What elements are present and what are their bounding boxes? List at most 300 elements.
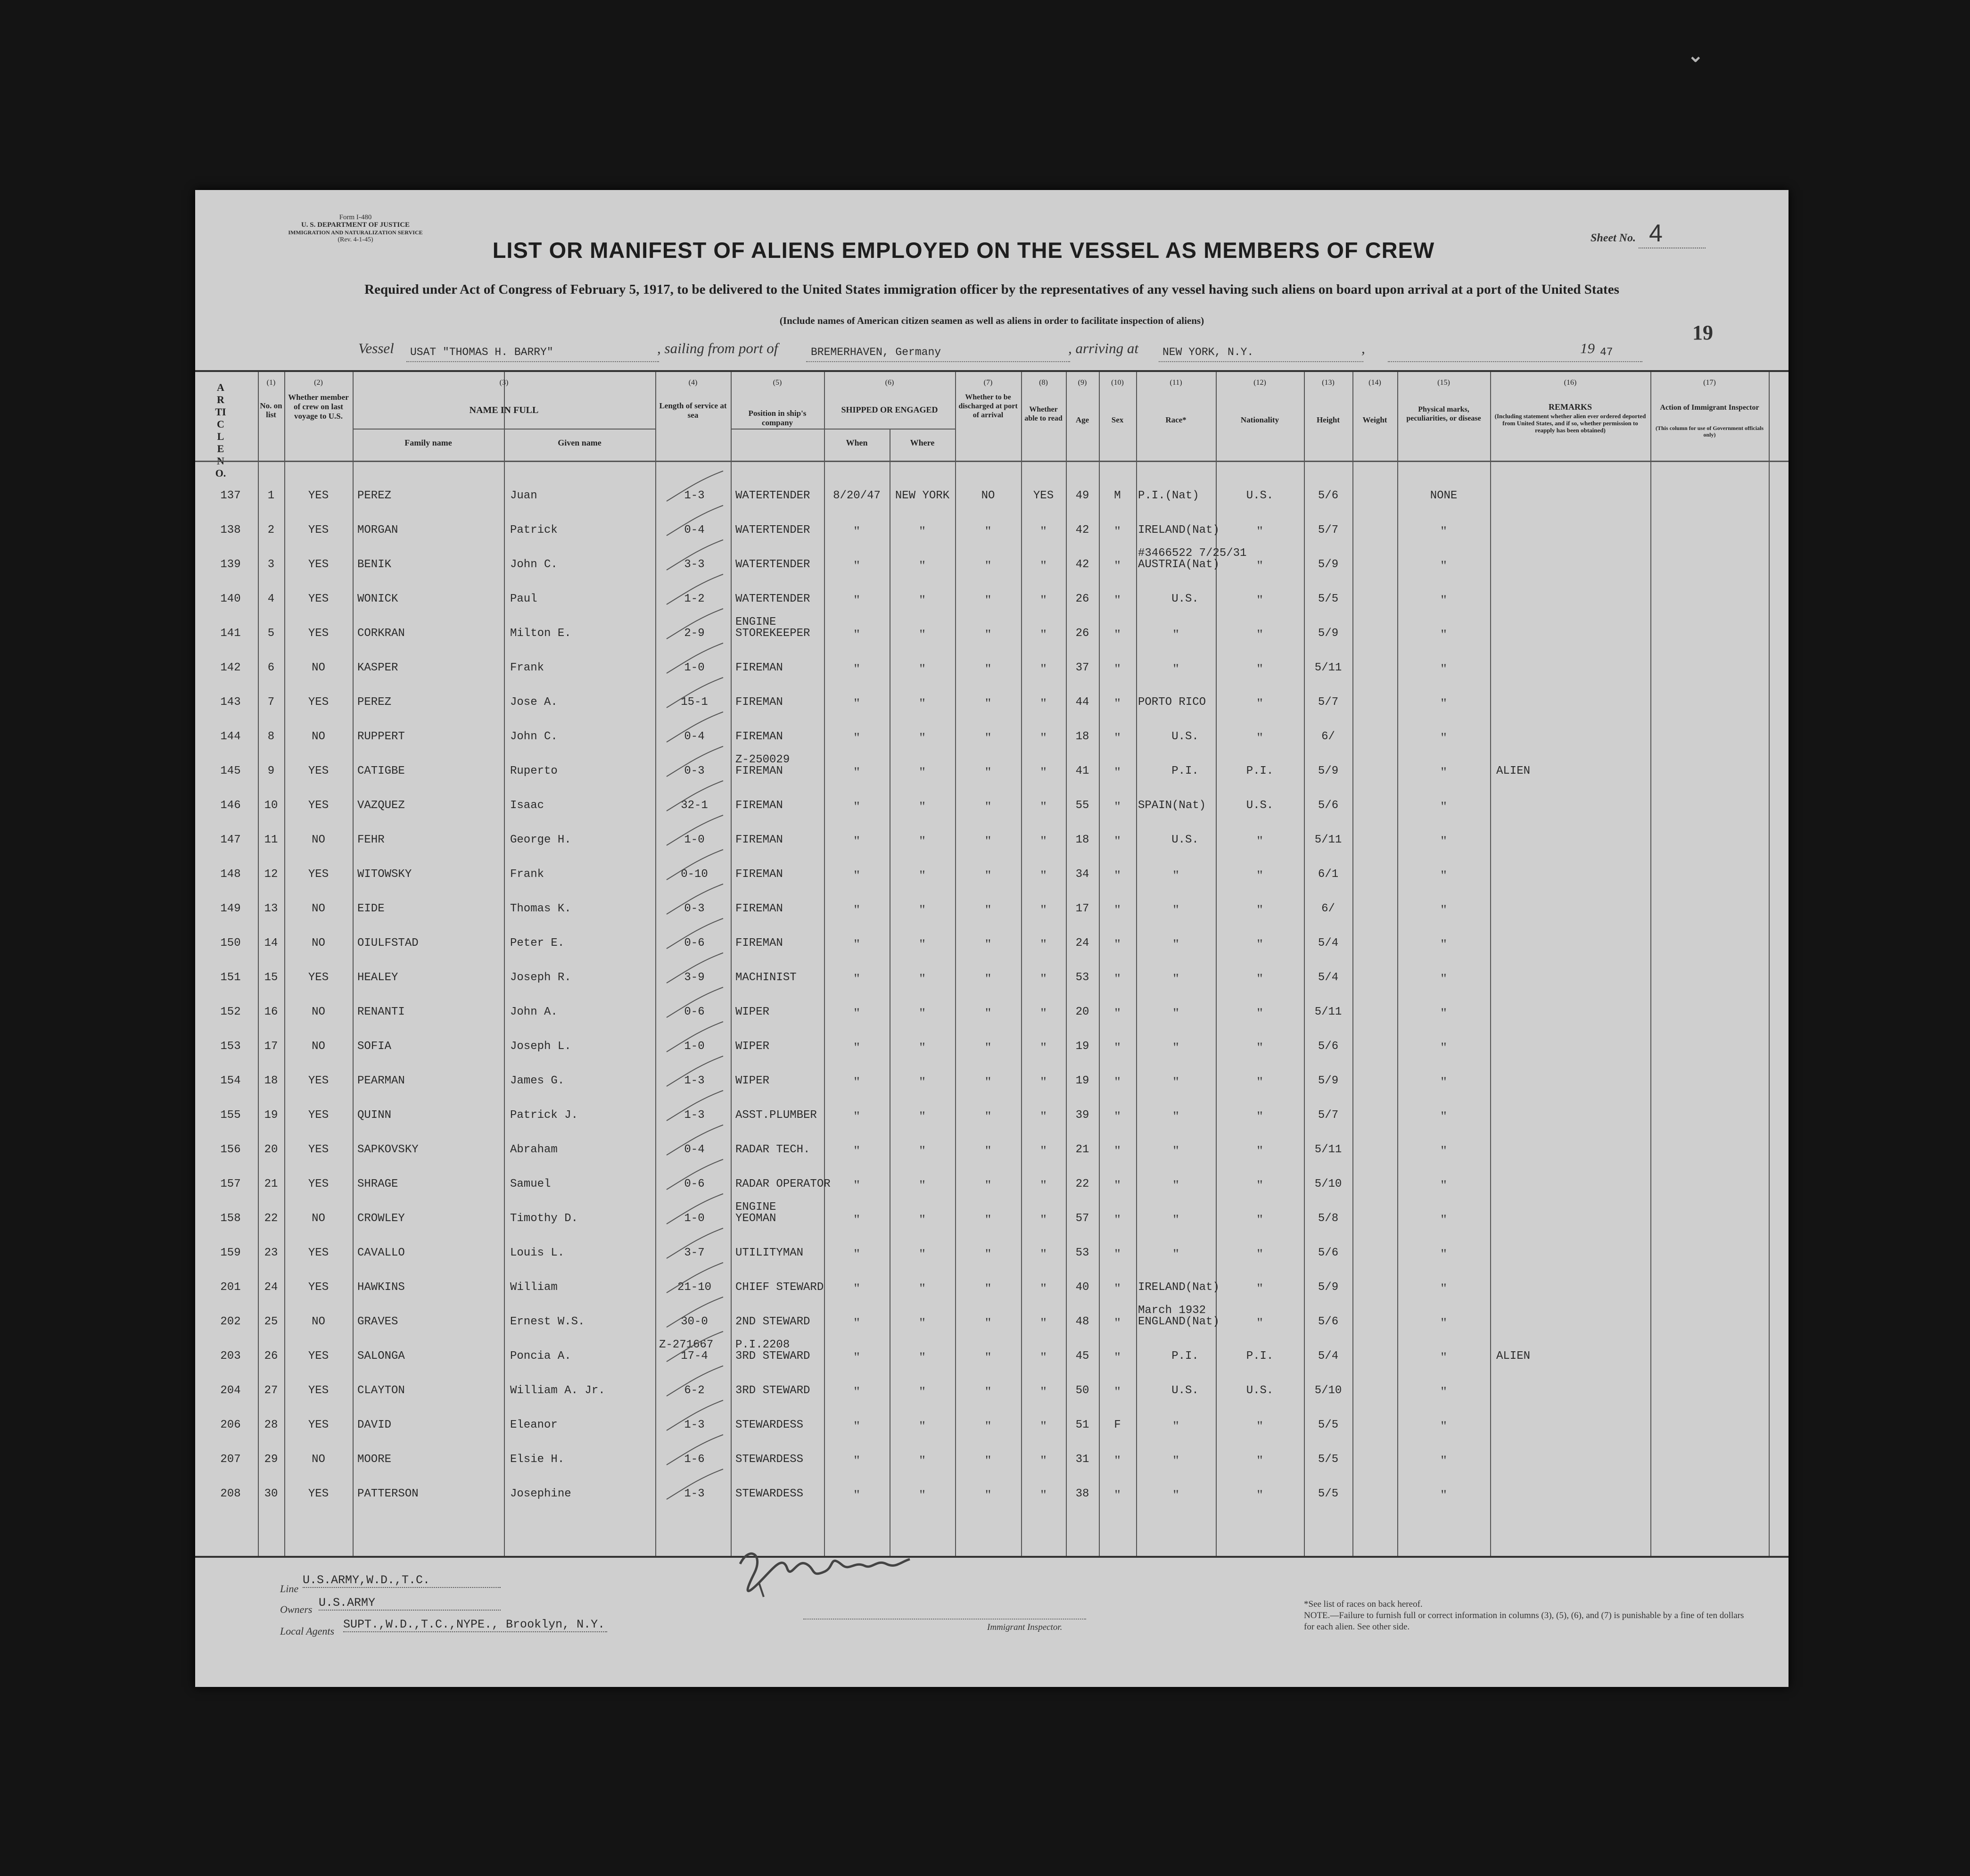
column-header-c16-sub: (Including statement whether alien ever ordered deported from United States, and if so, whether permission to reapply has been obtained) bbox=[1494, 413, 1646, 434]
owners-label: Owners bbox=[280, 1603, 313, 1615]
ditto-mark: " bbox=[919, 661, 925, 677]
ditto-mark: " bbox=[1257, 1177, 1263, 1193]
race: U.S. bbox=[1171, 730, 1199, 743]
age: 26 bbox=[1075, 627, 1089, 640]
ditto-mark: " bbox=[1040, 695, 1047, 711]
position: STEWARDESS bbox=[735, 1419, 804, 1431]
column-number: (11) bbox=[1170, 379, 1182, 387]
ditto-mark: " bbox=[1114, 627, 1121, 642]
ditto-mark: " bbox=[919, 1418, 925, 1434]
ditto-mark: " bbox=[985, 558, 991, 573]
position: STEWARDESS bbox=[735, 1488, 804, 1500]
crew-last-voyage: YES bbox=[308, 489, 329, 502]
column-header-c1: No. on list bbox=[260, 401, 282, 419]
ditto-mark: " bbox=[1441, 833, 1447, 849]
article-number: 145 bbox=[220, 765, 241, 777]
article-number: 157 bbox=[220, 1178, 241, 1190]
position: WIPER bbox=[735, 1006, 770, 1018]
family-name: RENANTI bbox=[357, 1006, 405, 1018]
given-name: Josephine bbox=[510, 1488, 571, 1500]
length-of-service: 0-4 bbox=[684, 730, 705, 743]
ditto-mark: " bbox=[1040, 971, 1047, 986]
article-number: 201 bbox=[220, 1281, 241, 1294]
ditto-mark: " bbox=[919, 1246, 925, 1262]
ditto-mark: " bbox=[1173, 1487, 1179, 1503]
column-rule bbox=[353, 372, 354, 1556]
column-rule bbox=[284, 372, 285, 1556]
list-number: 14 bbox=[264, 937, 278, 950]
year-suffix: 47 bbox=[1600, 346, 1613, 358]
crew-last-voyage: YES bbox=[308, 558, 329, 571]
given-name: Frank bbox=[510, 868, 544, 881]
ditto-mark: " bbox=[1257, 1418, 1263, 1434]
family-name: BENIK bbox=[357, 558, 392, 571]
height: 5/5 bbox=[1318, 593, 1339, 605]
ditto-mark: " bbox=[1441, 1315, 1447, 1331]
ditto-mark: " bbox=[1257, 730, 1263, 745]
crew-last-voyage: YES bbox=[308, 593, 329, 605]
list-number: 23 bbox=[264, 1247, 278, 1259]
discharged: NO bbox=[981, 489, 995, 502]
family-name: PEREZ bbox=[357, 696, 392, 709]
article-number: 206 bbox=[220, 1419, 241, 1431]
list-number: 13 bbox=[264, 902, 278, 915]
ditto-mark: " bbox=[1441, 764, 1447, 780]
ditto-mark: " bbox=[919, 1005, 925, 1021]
column-rule bbox=[1490, 372, 1491, 1556]
given-name: Jose A. bbox=[510, 696, 558, 709]
given-name: William A. Jr. bbox=[510, 1384, 605, 1397]
crew-last-voyage: NO bbox=[312, 1006, 325, 1018]
ditto-mark: " bbox=[1441, 902, 1447, 917]
ditto-mark: " bbox=[985, 1040, 991, 1055]
length-of-service: 0-3 bbox=[684, 902, 705, 915]
crew-last-voyage: NO bbox=[312, 937, 325, 950]
ditto-mark: " bbox=[854, 1418, 860, 1434]
ditto-mark: " bbox=[919, 730, 925, 745]
ditto-mark: " bbox=[1114, 1143, 1121, 1158]
height: 5/4 bbox=[1318, 937, 1339, 950]
height: 5/5 bbox=[1318, 1453, 1339, 1466]
ditto-mark: " bbox=[1114, 799, 1121, 814]
service-note: Z-271667 bbox=[659, 1339, 714, 1351]
position: RADAR OPERATOR bbox=[735, 1178, 831, 1190]
ditto-mark: " bbox=[854, 523, 860, 539]
race-note: March 1932 bbox=[1138, 1304, 1206, 1317]
ditto-mark: " bbox=[1114, 1487, 1121, 1503]
length-of-service: 21-10 bbox=[677, 1281, 711, 1294]
ditto-mark: " bbox=[1114, 1453, 1121, 1468]
article-number: 138 bbox=[220, 524, 241, 537]
inspector-label: Immigrant Inspector. bbox=[987, 1622, 1063, 1632]
ditto-mark: " bbox=[1114, 1005, 1121, 1021]
ditto-mark: " bbox=[1040, 1108, 1047, 1124]
ditto-mark: " bbox=[985, 902, 991, 917]
column-header-c3-family: Family name bbox=[404, 438, 452, 447]
ditto-mark: " bbox=[919, 799, 925, 814]
crew-last-voyage: YES bbox=[308, 1419, 329, 1431]
column-rule bbox=[1099, 372, 1100, 1556]
ditto-mark: " bbox=[854, 1143, 860, 1158]
service-tally-marks bbox=[648, 372, 742, 1504]
subheader-rule bbox=[731, 429, 955, 430]
position: FIREMAN bbox=[735, 937, 783, 950]
list-number: 25 bbox=[264, 1315, 278, 1328]
crew-last-voyage: YES bbox=[308, 765, 329, 777]
given-name: Milton E. bbox=[510, 627, 571, 640]
age: 17 bbox=[1075, 902, 1089, 915]
ditto-mark: " bbox=[1257, 627, 1263, 642]
column-number: (13) bbox=[1322, 379, 1335, 387]
age: 24 bbox=[1075, 937, 1089, 950]
ditto-mark: " bbox=[919, 833, 925, 849]
family-name: SAPKOVSKY bbox=[357, 1143, 419, 1156]
given-name: William bbox=[510, 1281, 558, 1294]
ditto-mark: " bbox=[854, 1005, 860, 1021]
ditto-mark: " bbox=[1040, 764, 1047, 780]
list-number: 17 bbox=[264, 1040, 278, 1053]
list-number: 16 bbox=[264, 1006, 278, 1018]
column-header-c6-where: Where bbox=[910, 438, 935, 447]
list-number: 24 bbox=[264, 1281, 278, 1294]
ditto-mark: " bbox=[854, 1453, 860, 1468]
column-header-c10: Sex bbox=[1111, 415, 1124, 424]
ditto-mark: " bbox=[1257, 1315, 1263, 1331]
ditto-mark: " bbox=[854, 1246, 860, 1262]
ditto-mark: " bbox=[985, 868, 991, 883]
column-rule bbox=[1066, 372, 1067, 1556]
list-number: 15 bbox=[264, 971, 278, 984]
age: 53 bbox=[1075, 1247, 1089, 1259]
ditto-mark: " bbox=[1257, 1143, 1263, 1158]
crew-last-voyage: YES bbox=[308, 868, 329, 881]
given-name: Thomas K. bbox=[510, 902, 571, 915]
ditto-mark: " bbox=[1173, 936, 1179, 952]
family-name: CROWLEY bbox=[357, 1212, 405, 1225]
ditto-mark: " bbox=[1040, 1487, 1047, 1503]
family-name: MORGAN bbox=[357, 524, 398, 537]
port-to: NEW YORK, N.Y. bbox=[1162, 346, 1254, 358]
position: WIPER bbox=[735, 1074, 770, 1087]
sex: M bbox=[1114, 489, 1121, 502]
list-number: 21 bbox=[264, 1178, 278, 1190]
column-rule bbox=[955, 372, 956, 1556]
age: 40 bbox=[1075, 1281, 1089, 1294]
ditto-mark: " bbox=[854, 661, 860, 677]
article-number: 207 bbox=[220, 1453, 241, 1466]
given-name: Ernest W.S. bbox=[510, 1315, 585, 1328]
column-number: (4) bbox=[688, 379, 698, 387]
ditto-mark: " bbox=[1114, 971, 1121, 986]
age: 50 bbox=[1075, 1384, 1089, 1397]
ditto-mark: " bbox=[985, 1074, 991, 1090]
ditto-mark: " bbox=[919, 1108, 925, 1124]
ditto-mark: " bbox=[1441, 1281, 1447, 1296]
ditto-mark: " bbox=[1114, 1384, 1121, 1399]
ditto-mark: " bbox=[1441, 799, 1447, 814]
family-name: SHRAGE bbox=[357, 1178, 398, 1190]
corner-mark: ⌄ bbox=[1688, 45, 1704, 66]
height: 5/9 bbox=[1318, 558, 1339, 571]
height: 5/6 bbox=[1318, 1247, 1339, 1259]
ditto-mark: " bbox=[1257, 1108, 1263, 1124]
list-number: 3 bbox=[267, 558, 275, 571]
ditto-mark: " bbox=[985, 764, 991, 780]
family-name: WITOWSKY bbox=[357, 868, 412, 881]
article-number: 156 bbox=[220, 1143, 241, 1156]
column-number: (3) bbox=[499, 379, 509, 387]
ditto-mark: " bbox=[985, 971, 991, 986]
ditto-mark: " bbox=[1441, 1074, 1447, 1090]
nationality: U.S. bbox=[1246, 799, 1274, 812]
ditto-mark: " bbox=[1173, 1212, 1179, 1227]
ditto-mark: " bbox=[1040, 868, 1047, 883]
ditto-mark: " bbox=[1173, 1143, 1179, 1158]
ditto-mark: " bbox=[1114, 833, 1121, 849]
ditto-mark: " bbox=[1441, 971, 1447, 986]
column-header-c5: Position in ship's company bbox=[748, 409, 807, 427]
ditto-mark: " bbox=[1173, 1005, 1179, 1021]
length-of-service: 2-9 bbox=[684, 627, 705, 640]
height: 6/1 bbox=[1318, 868, 1339, 881]
ditto-mark: " bbox=[1040, 627, 1047, 642]
family-name: OIULFSTAD bbox=[357, 937, 419, 950]
ditto-mark: " bbox=[985, 1487, 991, 1503]
race: U.S. bbox=[1171, 834, 1199, 846]
height: 5/8 bbox=[1318, 1212, 1339, 1225]
ditto-mark: " bbox=[919, 1281, 925, 1296]
ditto-mark: " bbox=[1257, 558, 1263, 573]
family-name: FEHR bbox=[357, 834, 385, 846]
ditto-mark: " bbox=[1441, 523, 1447, 539]
article-no-header: ARTICLE NO. bbox=[215, 381, 226, 479]
ditto-mark: " bbox=[1257, 523, 1263, 539]
penalty-note: NOTE.—Failure to furnish full or correct information in columns (3), (5), (6), and (7) is punishable by a fine of ten dollars for each alien. See other side. bbox=[1304, 1611, 1744, 1632]
ditto-mark: " bbox=[1040, 592, 1047, 608]
crew-last-voyage: NO bbox=[312, 661, 325, 674]
ditto-mark: " bbox=[1441, 936, 1447, 952]
sailing-label: , sailing from port of bbox=[657, 340, 778, 356]
article-number: 159 bbox=[220, 1247, 241, 1259]
shipped-where: NEW YORK bbox=[895, 489, 950, 502]
line-value: U.S.ARMY,W.D.,T.C. bbox=[303, 1573, 501, 1588]
position: 3RD STEWARD bbox=[735, 1384, 810, 1397]
position-note: P.I.2208 bbox=[735, 1339, 790, 1351]
length-of-service: 1-0 bbox=[684, 834, 705, 846]
column-header-c11: Race* bbox=[1165, 415, 1187, 424]
ditto-mark: " bbox=[1040, 1418, 1047, 1434]
page-title: LIST OR MANIFEST OF ALIENS EMPLOYED ON THE VESSEL AS MEMBERS OF CREW bbox=[492, 238, 1435, 263]
age: 55 bbox=[1075, 799, 1089, 812]
length-of-service: 0-6 bbox=[684, 1006, 705, 1018]
height: 5/5 bbox=[1318, 1419, 1339, 1431]
line-label: Line bbox=[280, 1583, 299, 1595]
ditto-mark: " bbox=[854, 1040, 860, 1055]
length-of-service: 30-0 bbox=[681, 1315, 708, 1328]
ditto-mark: " bbox=[854, 868, 860, 883]
ditto-mark: " bbox=[854, 558, 860, 573]
ditto-mark: " bbox=[1114, 1281, 1121, 1296]
length-of-service: 1-3 bbox=[684, 1419, 705, 1431]
ditto-mark: " bbox=[1040, 799, 1047, 814]
inspector-signature bbox=[731, 1526, 929, 1602]
ditto-mark: " bbox=[1257, 592, 1263, 608]
age: 42 bbox=[1075, 524, 1089, 537]
ditto-mark: " bbox=[1173, 1108, 1179, 1124]
length-of-service: 1-2 bbox=[684, 593, 705, 605]
nationality: U.S. bbox=[1246, 489, 1274, 502]
length-of-service: 0-10 bbox=[681, 868, 708, 881]
age: 51 bbox=[1075, 1419, 1089, 1431]
crew-last-voyage: YES bbox=[308, 971, 329, 984]
given-name: James G. bbox=[510, 1074, 565, 1087]
vessel-name: USAT "THOMAS H. BARRY" bbox=[410, 346, 553, 358]
race: PORTO RICO bbox=[1138, 696, 1206, 709]
remarks: ALIEN bbox=[1496, 765, 1531, 777]
column-number: (16) bbox=[1564, 379, 1577, 387]
age: 19 bbox=[1075, 1040, 1089, 1053]
given-name: Abraham bbox=[510, 1143, 558, 1156]
race: U.S. bbox=[1171, 1384, 1199, 1397]
ditto-mark: " bbox=[1441, 1349, 1447, 1365]
ditto-mark: " bbox=[919, 764, 925, 780]
length-of-service: 0-6 bbox=[684, 937, 705, 950]
ditto-mark: " bbox=[1114, 1349, 1121, 1365]
ditto-mark: " bbox=[919, 971, 925, 986]
length-of-service: 0-4 bbox=[684, 524, 705, 537]
age: 39 bbox=[1075, 1109, 1089, 1122]
age: 57 bbox=[1075, 1212, 1089, 1225]
ditto-mark: " bbox=[854, 695, 860, 711]
ditto-mark: " bbox=[1040, 1005, 1047, 1021]
ditto-mark: " bbox=[919, 558, 925, 573]
ditto-mark: " bbox=[854, 1074, 860, 1090]
ditto-mark: " bbox=[1441, 1418, 1447, 1434]
ditto-mark: " bbox=[1040, 833, 1047, 849]
shipped-when: 8/20/47 bbox=[833, 489, 881, 502]
ditto-mark: " bbox=[1257, 1453, 1263, 1468]
sheet-number-label: Sheet No. bbox=[1591, 232, 1636, 244]
length-of-service: 17-4 bbox=[681, 1350, 708, 1363]
list-number: 7 bbox=[267, 696, 275, 709]
list-number: 19 bbox=[264, 1109, 278, 1122]
ditto-mark: " bbox=[1257, 1074, 1263, 1090]
given-name: Elsie H. bbox=[510, 1453, 565, 1466]
crew-last-voyage: YES bbox=[308, 1384, 329, 1397]
column-rule bbox=[824, 372, 825, 1556]
sheet-number-value: 4 bbox=[1639, 219, 1706, 248]
ditto-mark: " bbox=[919, 902, 925, 917]
column-header-c2: Whether member of crew on last voyage to U.S. bbox=[288, 393, 349, 421]
article-number: 152 bbox=[220, 1006, 241, 1018]
crew-last-voyage: YES bbox=[308, 1247, 329, 1259]
length-of-service: 1-3 bbox=[684, 489, 705, 502]
nationality: U.S. bbox=[1246, 1384, 1274, 1397]
manifest-sheet: Form I-480 U. S. DEPARTMENT OF JUSTICE IMMIGRATION AND NATURALIZATION SERVICE (Rev. 4-1-45) LIST OR MANIFEST OF ALIENS EMPLOYED ON THE VESSEL AS MEMBERS OF CREW Sheet No. 4 Required under Act of Congress of February 5, 1917, to be delivered to the United States immigration officer by the representatives of any vessel having such aliens on board upon arrival at a port of the United States (Include names of American citizen seamen as well as aliens in order to facilitate inspection of aliens) 19 Vessel USAT "THOMAS H. BARRY" , sailing from port of BREMERHAVEN, Germany , arriving at NEW YORK, N.Y. , 19 47 ARTICLE NO. (1) (2) (3) (4) (5) (6) (7) (8) (9) (10) (11) (12) (13) (14) (15) (16) (17) No. on list Whether member of crew on last voyage to U.S. NAME IN FULL Family name Given name Length of service at sea Position in ship's company SHIPPED OR ENGAGED When Where Whether to be discharged at port of arrival Whether able to read Age Sex Race* Nationality Height Weight Physical marks, peculiarities, or disease REMARKS (Including statement whether alien ever ordered deported from United States, and if so, whether permission to reapply has been obtained) Action of Immigrant Inspector (This column for use of Government officials only) 137 1 YES PEREZ Juan 1-3 WATERTENDER 8/20/47 NEW YORK NO YES 49 M P.I.(Nat) U.S. 5/6 NONE 138 2 YES MORGAN Patrick 0-4 WATERTENDER " " " " 42 " IRELAND(Nat) " 5/7 " 139 3 YES BENIK John C. 3-3 WATERTENDER " " " " 42 " #3466522 7/25/31 AUSTRIA(Nat) " 5/9 " 140 4 YES WONICK Paul 1-2 WATERTENDER " " " " 26 " U.S. " 5/5 " 141 5 YES CORKRAN Milton E. 2-9 ENGINE STOREKEEPER " " " " 26 " " " 5/9 " 142 6 NO KASPER Frank 1-0 FIREMAN " " " " 37 " " " 5/11 " 143 7 YES PEREZ Jose A. 15-1 FIREMAN " " " " 44 " PORTO RICO " 5/7 " 144 8 NO RUPPERT John C. 0-4 FIREMAN " " " " 18 " U.S. " 6/ " 145 9 YES CATIGBE Ruperto 0-3 Z-250029 FIREMAN " " " " 41 " P.I. P.I. 5/9 " ALIEN 146 10 YES VAZQUEZ Isaac 32-1 FIREMAN " " " " 55 " SPAIN(Nat) U.S. 5/6 " 147 11 NO FEHR George H. 1-0 FIREMAN " " " " 18 " U.S. " 5/11 " 148 12 YES WITOWSKY Frank 0-10 FIREMAN " " " " 34 " " " 6/1 " 149 13 NO EIDE Thomas K. 0-3 FIREMAN " " " " 17 " " " 6/ " 150 14 NO OIULFSTAD Peter E. 0-6 FIREMAN " " " " 24 " " " 5/4 " 151 15 YES HEALEY Joseph R. 3-9 MACHINIST " " " " 53 " " " 5/4 " 152 16 NO RENANTI John A. 0-6 WIPER " " " " 20 " " " 5/11 " 153 17 NO SOFIA Joseph L. 1-0 WIPER " " " " 19 " " " 5/6 " 154 18 YES PEARMAN James G. 1-3 WIPER " " " " 19 " " " 5/9 " 155 19 YES QUINN Patrick J. 1-3 ASST.PLUMBER " " " " 39 " " " 5/7 " 156 20 YES SAPKOVSKY Abraham 0-4 RADAR TECH. " " " " 21 " " " 5/11 " 157 21 YES SHRAGE Samuel 0-6 RADAR OPERATOR " " " " 22 " " " 5/10 " 158 22 NO CROWLEY Timothy D. 1-0 ENGINE YEOMAN " " " " 57 " " " 5/8 " 159 23 YES CAVALLO Louis L. 3-7 UTILITYMAN " " " " 53 " " " 5/6 " 201 24 YES HAWKINS William 21-10 CHIEF STEWARD " " " " 40 " IRELAND(Nat) " 5/9 " 202 25 NO GRAVES Ernest W.S. 30-0 2ND STEWARD " " " " 48 " March 1932 ENGLAND(Nat) " 5/6 " 203 26 YES SALONGA Poncia A. Z-271667 17-4 P.I.2208 3RD STEWARD " " " " 45 " P.I. P.I. 5/4 " ALIEN 204 27 YES CLAYTON William A. Jr. 6-2 3RD STEWARD " " " " 50 " U.S. U.S. 5/10 " 206 28 YES DAVID Eleanor 1-3 STEWARDESS " " " " 51 F " " 5/5 " 207 29 NO MOORE Elsie H. 1-6 STEWARDESS " " " " 31 " " " 5/5 " 208 30 YES PATTERSON Josephine 1-3 STEWARDESS " " " " 38 " " " 5/5 " Line U.S.ARMY,W.D.,T.C. Owners U.S.ARMY Local Agents SUPT.,W.D.,T.C.,NYPE., Brooklyn, N.Y. Immigrant Inspector. *See list of races on back hereof. NOTE.—Failure to furnish full or correct information in columns (3), (5), (6), and (7) is punishable by a fine of ten dollars for each alien. See other side. bbox=[195, 190, 1789, 1687]
position: CHIEF STEWARD bbox=[735, 1281, 824, 1294]
column-rule bbox=[1021, 372, 1022, 1556]
ditto-mark: " bbox=[919, 1177, 925, 1193]
family-name: DAVID bbox=[357, 1419, 392, 1431]
race: ENGLAND(Nat) bbox=[1138, 1315, 1220, 1328]
height: 6/ bbox=[1321, 730, 1335, 743]
family-name: PATTERSON bbox=[357, 1488, 419, 1500]
list-number: 5 bbox=[267, 627, 275, 640]
nationality: P.I. bbox=[1246, 1350, 1274, 1363]
age: 53 bbox=[1075, 971, 1089, 984]
column-number: (15) bbox=[1437, 379, 1450, 387]
column-header-c17: Action of Immigrant Inspector bbox=[1660, 404, 1759, 412]
ditto-mark: " bbox=[1441, 661, 1447, 677]
ditto-mark: " bbox=[1114, 1040, 1121, 1055]
column-header-c17-sub: (This column for use of Government officials only) bbox=[1655, 425, 1764, 438]
height: 5/6 bbox=[1318, 799, 1339, 812]
given-name: Peter E. bbox=[510, 937, 565, 950]
given-name: John C. bbox=[510, 730, 558, 743]
list-number: 27 bbox=[264, 1384, 278, 1397]
ditto-mark: " bbox=[1040, 730, 1047, 745]
ditto-mark: " bbox=[1040, 1315, 1047, 1331]
position: FIREMAN bbox=[735, 765, 783, 777]
arriving-label: , arriving at bbox=[1068, 340, 1138, 356]
ditto-mark: " bbox=[919, 936, 925, 952]
ditto-mark: " bbox=[1114, 1246, 1121, 1262]
family-name: SALONGA bbox=[357, 1350, 405, 1363]
include-note: (Include names of American citizen seamen as well as aliens in order to facilitate inspection of aliens) bbox=[779, 315, 1204, 326]
column-header-c3-given: Given name bbox=[558, 438, 602, 447]
ditto-mark: " bbox=[1441, 627, 1447, 642]
column-header-c13: Height bbox=[1316, 415, 1340, 424]
ditto-mark: " bbox=[1040, 661, 1047, 677]
family-name: CORKRAN bbox=[357, 627, 405, 640]
family-name: HAWKINS bbox=[357, 1281, 405, 1294]
ditto-mark: " bbox=[1257, 1487, 1263, 1503]
ditto-mark: " bbox=[919, 1212, 925, 1227]
given-name: Paul bbox=[510, 593, 537, 605]
height: 5/10 bbox=[1314, 1384, 1342, 1397]
crew-last-voyage: YES bbox=[308, 799, 329, 812]
crew-last-voyage: YES bbox=[308, 1350, 329, 1363]
crew-last-voyage: YES bbox=[308, 1281, 329, 1294]
given-name: Joseph L. bbox=[510, 1040, 571, 1053]
position: YEOMAN bbox=[735, 1212, 776, 1225]
vessel-label: Vessel bbox=[358, 340, 394, 356]
ditto-mark: " bbox=[1257, 902, 1263, 917]
column-number: (9) bbox=[1078, 379, 1087, 387]
position: FIREMAN bbox=[735, 696, 783, 709]
ditto-mark: " bbox=[854, 730, 860, 745]
crew-last-voyage: YES bbox=[308, 1178, 329, 1190]
ditto-mark: " bbox=[985, 1349, 991, 1365]
ditto-mark: " bbox=[1173, 902, 1179, 917]
ditto-mark: " bbox=[854, 799, 860, 814]
able-to-read: YES bbox=[1033, 489, 1054, 502]
crew-table bbox=[195, 370, 1789, 1558]
ditto-mark: " bbox=[1040, 1384, 1047, 1399]
list-number: 8 bbox=[267, 730, 275, 743]
position-note: ENGINE bbox=[735, 1201, 776, 1214]
column-header-c4: Length of service at sea bbox=[659, 401, 727, 420]
article-number: 142 bbox=[220, 661, 241, 674]
given-name: Joseph R. bbox=[510, 971, 571, 984]
length-of-service: 3-9 bbox=[684, 971, 705, 984]
header-rule bbox=[195, 461, 1789, 462]
given-name: Isaac bbox=[510, 799, 544, 812]
article-number: 204 bbox=[220, 1384, 241, 1397]
race: P.I. bbox=[1171, 1350, 1199, 1363]
position: STOREKEEPER bbox=[735, 627, 810, 640]
given-name: George H. bbox=[510, 834, 571, 846]
